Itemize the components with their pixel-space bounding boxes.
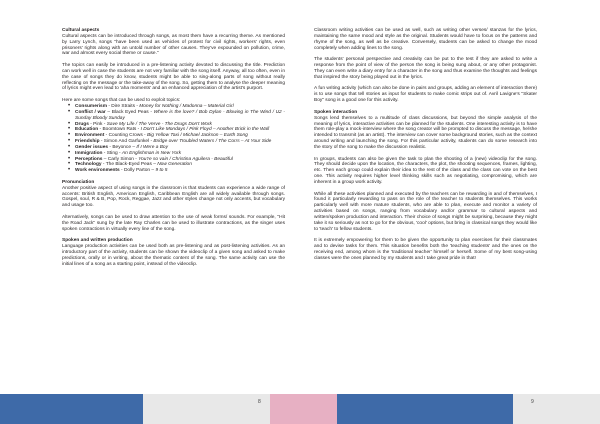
footer-bar-pink-right (300, 394, 337, 424)
interview-paragraph: Songs lend themselves to a multitude of class discussions, but beyond the simple analysis of the meaning of lyrics, interactive activities can be planned for the students. One interesting activity is to have them role-play a mock-interview where the song creator will be prompted to discuss the message, he/she intended to transmit (as an artist). The interview can cover some background stories, such as the context around writing and launching the song. For this particular activity, students can do some research into the story of the song to make the discussion realistic. (314, 115, 537, 150)
cultural-aspects-paragraph-2: The topics can easily be introduced in a pre-listening activity devoted to discussing the title. Prediction can work well in case the students are not very familiar with the song itself. Anyway, all too often, even in the case of songs they do know, students might be able to sing-along parts of song without really reflecting on the message or the take-away of the song. So, getting them to analyse the deeper meaning of lyrics might even lead to 'aha moments' and an enhanced appreciation of the artist's purport. (62, 63, 285, 92)
footer-bar-blue-right (337, 394, 513, 424)
empowering-paragraph: It is extremely empowering for them to be given the opportunity to plan exercises for their classmates and to devise tasks for them. This situation benefits both the 'teaching students' and the ones on the receiving end, among whom is the 'traditional teacher' himself or herself. Some of my best song-using classes were the ones planned by my students and I take great pride in that! (314, 238, 537, 261)
topic-item: • Work environments - Dolly Parton – 9 to 5 (75, 168, 285, 174)
spoken-written-heading: Spoken and written production (62, 238, 133, 244)
cultural-aspects-paragraph-1: Cultural aspects can be introduced through songs, as most them have a recurring theme. As mentioned by Larry Lynch, songs "have been used as vehicles of protest for civil rights, workers' rights, even prisoners' rights along with an untold number of other causes. They've expounded on pollution, crime, war and almost every social theme or cause." (62, 33, 285, 57)
right-page-column (314, 28, 537, 268)
topic-item: • Friendship - Simon And Garfunkel - Bridge over Troubled Waters / The Corrs – At Your Side (75, 139, 285, 145)
topic-item: • Environment - Counting Crows - Big Yellow Taxi / Michael Jackson – Earth Song (75, 133, 285, 139)
left-page-column (62, 28, 285, 273)
topic-item: • Education - Boomtown Rats - I Don't Like Mondays / Pink Floyd – Another Brick in the Wall (75, 127, 285, 133)
topic-item: • Consumerism - Dire Straits - Money for Nothing / Madonna – Material Girl (75, 104, 285, 110)
cultural-aspects-heading: Cultural aspects (62, 28, 100, 33)
spoken-interaction-heading: Spoken interaction (314, 109, 358, 115)
page-number-left: 8 (258, 399, 261, 405)
page-number-right: 9 (531, 399, 534, 405)
student-teacher-paragraph: While all these activities planned and executed by the teachers can be rewarding in and of themselves, I found it particularly rewarding to pass on the role of the teacher to students themselves. This works particularly well with more mature students, who are able to plan, execute and monitor a variety of activities based on songs, ranging from vocabulary and/or grammar to cultural aspects and written/spoken production and interaction. Their choice of songs might be surprising, because they might take it so seriously as not to go for the obvious, 'cool' options, but bring in classical songs they would like to 'teach' to fellow students. (314, 191, 537, 232)
topic-item: • Gender issues - Beyonce – If I Were a Boy (75, 145, 285, 151)
pronunciation-heading: Pronunciation (62, 179, 95, 185)
footer-bar-blue-left (0, 394, 143, 424)
writing-activities-paragraph: Classroom writing activities can be used as well, such as writing other verses/ stanzas for the lyrics, maintaining the same mood and style as the original. Students would have to focus on the patterns and rhyme of the song, as well as be creative. Conversely, students can be asked to change the mood completely when adding lines to the song. (314, 28, 537, 51)
videoclip-paragraph: In groups, students can also be given the task to plan the shooting of a (new) videoclip for the song. They should decide upon the location, the characters, the plot, the shooting sequences, frames, lighting, etc. Then each group could explain their idea to the rest of the class and the class can vote on the best one. This activity requires higher level thinking skills such as negotiating, compromising, which are inherent in a group work activity. (314, 156, 537, 185)
topic-item: • Immigration - Sting - An Englishman in New York (75, 151, 285, 157)
pronunciation-paragraph-1: Another positive aspect of using songs in the classroom is that students can experience a wide range of accents: British English, American English, Caribbean English are all widely available through songs. Gospel, soul, R & B, Pop, Rock, Reggae, Jazz and other styles change not only accents, but vocabulary and usage too. (62, 185, 285, 209)
topic-item: • Perceptions – Carly Simon - You're so vain / Christina Aguilera - Beautiful (75, 157, 285, 163)
topics-intro: Here are some songs that can be used to exploit topics: (62, 98, 181, 104)
pronunciation-paragraph-2: Alternatively, songs can be used to draw attention to the use of weak forms/ sounds. For example, "Hit the Road Jack" sung by the late Ray Charles can be used to illustrate contractions, as the singer uses spoken contractions in virtually every line of the song. (62, 215, 285, 232)
footer-bar-grey-right (513, 394, 600, 424)
spoken-written-paragraph: Language production activities can be used both as pre-listening and as post-listening activities. As an introductory part of the activity, students can be shown the videoclip of a given song and asked to make predictions, orally or in writing, about the thematic content of the song. The same activity can use the initial lines of a song as a starting point, instead of the videoclip. (62, 244, 285, 267)
footer-bar-pink-left (270, 394, 300, 424)
topic-item: • Conflict / war – Black Eyed Peas - Where is the love? / Bob Dylan - Blowing in The Wind / U2 - Sunday Bloody Sunday (75, 110, 285, 122)
topic-item: • Drugs - Pink - Save My Life / The Verve - The Drugs Don't Work (75, 122, 285, 128)
topics-list (62, 104, 285, 174)
topic-item: • Technology - The Black-Eyed Peas – Now Generation (75, 162, 285, 168)
comic-strip-paragraph: A fun writing activity (which can also be done in pairs and groups, adding an element of interaction there) is to use songs that tell stories as input for students to make comic strips out of. Avril Lavigne's "Skater Boy" song is a good one for this activity. (314, 86, 537, 104)
footer-bar-grey-left (143, 394, 270, 424)
perspective-paragraph: The students' personal perspective and creativity can be put to the test if they are asked to write a response from the point of view of the person the song is being sung about, or any other protagonist. They can even write a diary entry for a character in the song and thus examine the thoughts and feelings that inspired the story being played out in the lyrics. (314, 57, 537, 80)
